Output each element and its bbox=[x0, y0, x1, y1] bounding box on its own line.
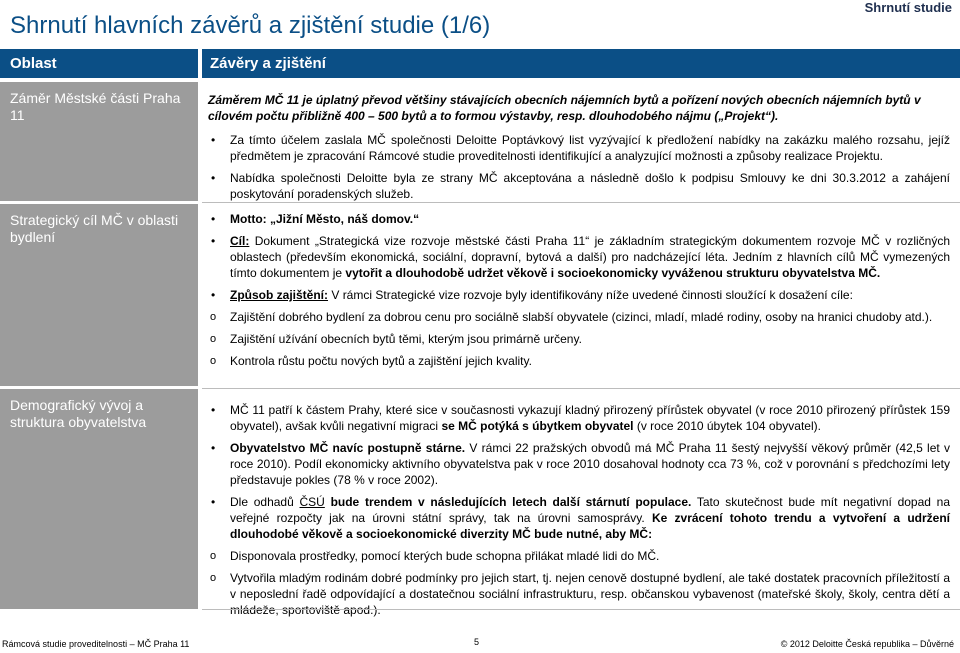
row-divider bbox=[202, 609, 960, 610]
intent-intro-text: Záměrem MČ 11 je úplatný převod většiny stávajících obecních nájemních bytů a pořízení nových obecních nájemních bytů v cílovém počtu přibližně 400 – 500 bytů a to formou výstavby, resp. dlouhodobého nájmu („Projekt“). bbox=[208, 93, 921, 123]
demography-bullet-list bbox=[208, 402, 950, 542]
list-item: • Za tímto účelem zaslala MČ společnosti Deloitte Poptávkový list vyzývající k předložení nabídky na zakázku malého rozsahu, jejíž předmětem je zpracování Rámcové studie proveditelnosti identifikující a analyzující možnosti a způsoby realizace Projektu. bbox=[208, 132, 950, 164]
list-item bbox=[208, 494, 950, 542]
footer-document-name: Rámcová studie proveditelnosti – MČ Praha 11 bbox=[2, 639, 190, 649]
sub-list-item: o Vytvořila mladým rodinám dobré podmínky pro jejich start, tj. nejen cenově dostupné bydlení, ale také dostatek pracovních příležitostí a v neposlední řadě odpovídající a dostatečnou sociální infrastrukturu, resp. občanskou vybavenost (mateřské školy, školy, centra dětí a mládeže, sportoviště apod.). bbox=[208, 570, 950, 618]
method-label: Způsob zajištění: bbox=[230, 288, 329, 302]
text-run: MČ 11 patří k částem Prahy, které sice v současnosti vykazují kladný přirozený přírůstek obyvatel (v roce 2010 přirozený přírůstek 159 obyvatel), avšak kvůli negativní migraci bbox=[230, 403, 950, 433]
sub-list-item: o Kontrola růstu počtu nových bytů a zajištění jejich kvality. bbox=[208, 353, 950, 369]
text-run: Tato skutečnost bude mít negativní dopad na veřejné rozpočty jak na úrovni státní správy, tak na úrovni samosprávy. bbox=[230, 495, 951, 525]
strategy-sub-list bbox=[208, 309, 950, 369]
findings-cell-intent bbox=[208, 92, 950, 208]
goal-text: Dokument „Strategická vize rozvoje městské části Praha 11“ je základním strategickým dokumentem rozvoje MČ v rozličných oblastech (především ekonomická, sociální, dopravní, bytová a další) pro nadcházející léta. Jedním z hlavních cílů MČ vymezených tímto dokumentem je bbox=[230, 234, 950, 280]
area-cell-strategy: Strategický cíl MČ v oblasti bydlení bbox=[0, 204, 198, 386]
goal-label: Cíl: bbox=[230, 234, 250, 248]
goal-bold: vytořit a dlouhodobě udržet věkově i socioekonomicky vyváženou strukturu obyvatelstva MČ. bbox=[345, 266, 881, 280]
list-item bbox=[208, 402, 950, 434]
text-run-bold: se MČ potýká s úbytkem obyvatel bbox=[441, 419, 634, 433]
text-run-bold: Obyvatelstvo MČ navíc postupně stárne. bbox=[230, 441, 466, 455]
findings-cell-demography bbox=[208, 402, 950, 624]
demography-sub-list bbox=[208, 548, 950, 618]
footer-page-number: 5 bbox=[474, 637, 480, 647]
intent-intro bbox=[208, 92, 950, 124]
column-header-findings: Závěry a zjištění bbox=[202, 49, 960, 78]
text-run-bold: bude trendem v následujících letech další stárnutí populace. bbox=[324, 495, 692, 509]
list-item bbox=[208, 233, 950, 281]
text-run: V rámci 22 pražských obvodů má MČ Praha 11 šestý nejvyšší věkový průměr (42,5 let v roce 2010). Podíl ekonomicky aktivního obyvatelstva pak v roce 2010 dosahoval hodnoty cca 73 %, což v porovnání s předchozími lety představuje pokles (78 % v roce 2002). bbox=[230, 441, 950, 487]
text-run: (v roce 2010 úbytek 104 obyvatel). bbox=[633, 419, 821, 433]
sub-list-item: o Disponovala prostředky, pomocí kterých bude schopna přilákat mladé lidi do MČ. bbox=[208, 548, 950, 564]
list-item bbox=[208, 287, 950, 303]
method-text: V rámci Strategické vize rozvoje byly identifikovány níže uvedené činnosti sloužící k dosažení cíle: bbox=[328, 288, 853, 302]
list-item bbox=[208, 440, 950, 488]
area-cell-intent: Záměr Městské části Praha 11 bbox=[0, 82, 198, 201]
row-divider bbox=[202, 388, 960, 389]
page-title: Shrnutí hlavních závěrů a zjištění studie (1/6) bbox=[10, 12, 491, 39]
sub-list-item: o Zajištění dobrého bydlení za dobrou cenu pro sociálně slabší obyvatele (cizinci, mladí, mladé rodiny, osoby na hranici chudoby atd.). bbox=[208, 309, 950, 325]
section-label: Shrnutí studie bbox=[864, 0, 952, 15]
column-header-area: Oblast bbox=[0, 49, 198, 78]
strategy-bullet-list bbox=[208, 211, 950, 303]
text-run-underlined: ČSÚ bbox=[299, 495, 325, 509]
sub-list-item: o Zajištění užívání obecních bytů těmi, kterým jsou primárně určeny. bbox=[208, 331, 950, 347]
area-cell-demography: Demografický vývoj a struktura obyvatelstva bbox=[0, 389, 198, 609]
footer-copyright: © 2012 Deloitte Česká republika – Důvěrné bbox=[780, 639, 954, 649]
intent-bullet-list bbox=[208, 132, 950, 202]
row-divider bbox=[202, 202, 960, 203]
list-item: • Nabídka společnosti Deloitte byla ze strany MČ akceptována a následně došlo k podpisu Smlouvy ke dni 30.3.2012 a zahájení poskytování poradenských služeb. bbox=[208, 170, 950, 202]
motto-label: Motto: bbox=[230, 212, 267, 226]
text-run: Dle odhadů bbox=[230, 495, 300, 509]
list-item bbox=[208, 211, 950, 227]
findings-cell-strategy bbox=[208, 211, 950, 375]
motto-text: „Jižní Město, náš domov.“ bbox=[266, 212, 420, 226]
text-run-bold: Ke zvrácení tohoto trendu a vytvoření a udržení dlouhodobé věkově a socioekonomické diverzity MČ bude nutné, aby MČ: bbox=[230, 511, 950, 541]
